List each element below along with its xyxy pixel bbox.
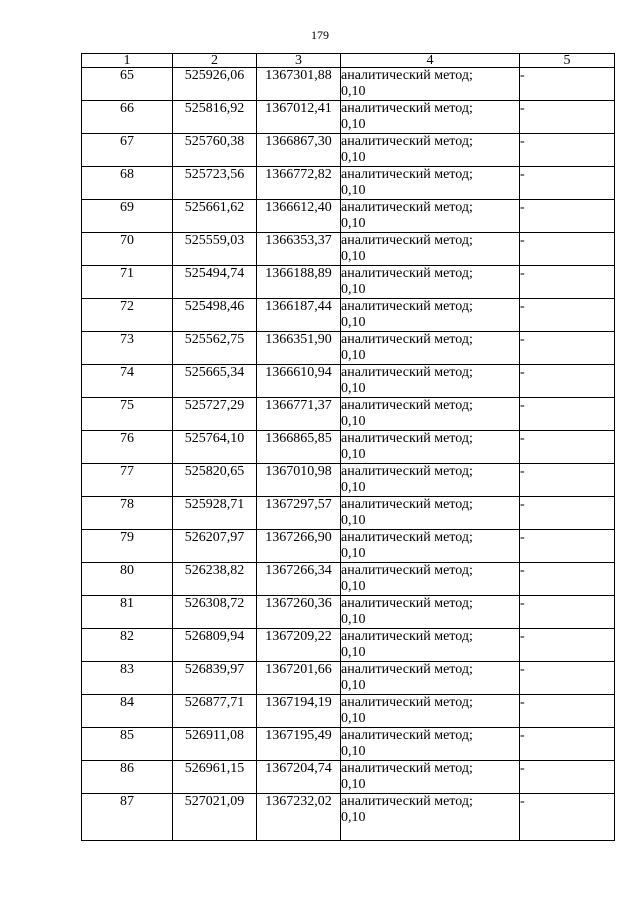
point-number-cell: 83 <box>82 662 173 695</box>
method-text: аналитический метод; <box>341 233 473 248</box>
method-cell <box>341 464 520 497</box>
method-text: аналитический метод; <box>341 563 473 578</box>
column-header-2: 2 <box>173 54 257 68</box>
method-text: аналитический метод; <box>341 728 473 743</box>
x-coordinate-cell: 525723,56 <box>173 167 257 200</box>
method-text: аналитический метод; <box>341 695 473 710</box>
method-cell <box>341 629 520 662</box>
accuracy-text: 0,10 <box>341 282 366 297</box>
x-coordinate-cell: 525559,03 <box>173 233 257 266</box>
accuracy-text: 0,10 <box>341 645 366 660</box>
page-number: 179 <box>311 28 329 42</box>
accuracy-text: 0,10 <box>341 546 366 561</box>
note-cell: - <box>520 266 615 299</box>
method-cell <box>341 794 520 841</box>
method-cell <box>341 761 520 794</box>
note-cell: - <box>520 134 615 167</box>
accuracy-text: 0,10 <box>341 183 366 198</box>
table-row <box>82 134 615 167</box>
table-row <box>82 629 615 662</box>
note-cell: - <box>520 794 615 841</box>
y-coordinate-cell: 1367209,22 <box>257 629 341 662</box>
point-number-cell: 74 <box>82 365 173 398</box>
method-text: аналитический метод; <box>341 629 473 644</box>
y-coordinate-cell: 1366351,90 <box>257 332 341 365</box>
x-coordinate-cell: 525928,71 <box>173 497 257 530</box>
x-coordinate-cell: 525820,65 <box>173 464 257 497</box>
y-coordinate-cell: 1367201,66 <box>257 662 341 695</box>
point-number-cell: 86 <box>82 761 173 794</box>
note-cell: - <box>520 200 615 233</box>
column-header-1: 1 <box>82 54 173 68</box>
x-coordinate-cell: 525562,75 <box>173 332 257 365</box>
method-text: аналитический метод; <box>341 167 473 182</box>
x-coordinate-cell: 526911,08 <box>173 728 257 761</box>
method-cell <box>341 563 520 596</box>
accuracy-text: 0,10 <box>341 777 366 792</box>
note-cell: - <box>520 398 615 431</box>
y-coordinate-cell: 1366612,40 <box>257 200 341 233</box>
table-row <box>82 167 615 200</box>
x-coordinate-cell: 526809,94 <box>173 629 257 662</box>
note-cell: - <box>520 68 615 101</box>
accuracy-text: 0,10 <box>341 513 366 528</box>
note-cell: - <box>520 662 615 695</box>
table-row <box>82 200 615 233</box>
point-number-cell: 85 <box>82 728 173 761</box>
method-cell <box>341 233 520 266</box>
point-number-cell: 87 <box>82 794 173 841</box>
point-number-cell: 73 <box>82 332 173 365</box>
y-coordinate-cell: 1366187,44 <box>257 299 341 332</box>
note-cell: - <box>520 629 615 662</box>
point-number-cell: 81 <box>82 596 173 629</box>
note-cell: - <box>520 761 615 794</box>
table-body <box>82 68 615 841</box>
y-coordinate-cell: 1367204,74 <box>257 761 341 794</box>
table-row <box>82 299 615 332</box>
method-cell <box>341 662 520 695</box>
y-coordinate-cell: 1366188,89 <box>257 266 341 299</box>
point-number-cell: 75 <box>82 398 173 431</box>
y-coordinate-cell: 1367260,36 <box>257 596 341 629</box>
note-cell: - <box>520 497 615 530</box>
method-cell <box>341 134 520 167</box>
table-row <box>82 761 615 794</box>
point-number-cell: 78 <box>82 497 173 530</box>
y-coordinate-cell: 1367232,02 <box>257 794 341 841</box>
accuracy-text: 0,10 <box>341 414 366 429</box>
accuracy-text: 0,10 <box>341 480 366 495</box>
table-row <box>82 365 615 398</box>
point-number-cell: 80 <box>82 563 173 596</box>
method-text: аналитический метод; <box>341 365 473 380</box>
point-number-cell: 76 <box>82 431 173 464</box>
point-number-cell: 68 <box>82 167 173 200</box>
y-coordinate-cell: 1366867,30 <box>257 134 341 167</box>
x-coordinate-cell: 526238,82 <box>173 563 257 596</box>
y-coordinate-cell: 1367012,41 <box>257 101 341 134</box>
table-header-row <box>82 54 615 68</box>
x-coordinate-cell: 525760,38 <box>173 134 257 167</box>
y-coordinate-cell: 1366353,37 <box>257 233 341 266</box>
accuracy-text: 0,10 <box>341 447 366 462</box>
note-cell: - <box>520 596 615 629</box>
method-text: аналитический метод; <box>341 464 473 479</box>
method-cell <box>341 266 520 299</box>
x-coordinate-cell: 525764,10 <box>173 431 257 464</box>
x-coordinate-cell: 525498,46 <box>173 299 257 332</box>
point-number-cell: 72 <box>82 299 173 332</box>
note-cell: - <box>520 233 615 266</box>
method-cell <box>341 299 520 332</box>
method-cell <box>341 596 520 629</box>
x-coordinate-cell: 525494,74 <box>173 266 257 299</box>
method-text: аналитический метод; <box>341 662 473 677</box>
y-coordinate-cell: 1367194,19 <box>257 695 341 728</box>
column-header-4: 4 <box>341 54 520 68</box>
y-coordinate-cell: 1366610,94 <box>257 365 341 398</box>
table-row <box>82 398 615 431</box>
method-cell <box>341 68 520 101</box>
point-number-cell: 84 <box>82 695 173 728</box>
y-coordinate-cell: 1367266,90 <box>257 530 341 563</box>
note-cell: - <box>520 530 615 563</box>
table-row <box>82 794 615 841</box>
table-row <box>82 563 615 596</box>
table-row <box>82 464 615 497</box>
y-coordinate-cell: 1367301,88 <box>257 68 341 101</box>
column-header-5: 5 <box>520 54 615 68</box>
table-row <box>82 497 615 530</box>
y-coordinate-cell: 1367266,34 <box>257 563 341 596</box>
method-text: аналитический метод; <box>341 101 473 116</box>
accuracy-text: 0,10 <box>341 711 366 726</box>
note-cell: - <box>520 695 615 728</box>
method-cell <box>341 728 520 761</box>
accuracy-text: 0,10 <box>341 381 366 396</box>
method-cell <box>341 695 520 728</box>
table-row <box>82 101 615 134</box>
x-coordinate-cell: 526877,71 <box>173 695 257 728</box>
accuracy-text: 0,10 <box>341 744 366 759</box>
method-text: аналитический метод; <box>341 200 473 215</box>
x-coordinate-cell: 525665,34 <box>173 365 257 398</box>
method-cell <box>341 530 520 563</box>
method-cell <box>341 398 520 431</box>
method-cell <box>341 167 520 200</box>
method-text: аналитический метод; <box>341 332 473 347</box>
point-number-cell: 67 <box>82 134 173 167</box>
y-coordinate-cell: 1366772,82 <box>257 167 341 200</box>
x-coordinate-cell: 525661,62 <box>173 200 257 233</box>
x-coordinate-cell: 526207,97 <box>173 530 257 563</box>
x-coordinate-cell: 526308,72 <box>173 596 257 629</box>
note-cell: - <box>520 167 615 200</box>
note-cell: - <box>520 431 615 464</box>
method-cell <box>341 365 520 398</box>
x-coordinate-cell: 526839,97 <box>173 662 257 695</box>
accuracy-text: 0,10 <box>341 678 366 693</box>
x-coordinate-cell: 525816,92 <box>173 101 257 134</box>
x-coordinate-cell: 525926,06 <box>173 68 257 101</box>
method-cell <box>341 200 520 233</box>
method-text: аналитический метод; <box>341 761 473 776</box>
accuracy-text: 0,10 <box>341 249 366 264</box>
note-cell: - <box>520 365 615 398</box>
table-row <box>82 530 615 563</box>
table-row <box>82 332 615 365</box>
note-cell: - <box>520 332 615 365</box>
table-row <box>82 695 615 728</box>
method-text: аналитический метод; <box>341 596 473 611</box>
method-cell <box>341 332 520 365</box>
accuracy-text: 0,10 <box>341 579 366 594</box>
method-text: аналитический метод; <box>341 299 473 314</box>
note-cell: - <box>520 563 615 596</box>
column-header-3: 3 <box>257 54 341 68</box>
accuracy-text: 0,10 <box>341 810 366 825</box>
method-text: аналитический метод; <box>341 398 473 413</box>
note-cell: - <box>520 101 615 134</box>
y-coordinate-cell: 1367297,57 <box>257 497 341 530</box>
table-row <box>82 662 615 695</box>
y-coordinate-cell: 1367010,98 <box>257 464 341 497</box>
method-cell <box>341 101 520 134</box>
method-cell <box>341 431 520 464</box>
y-coordinate-cell: 1366771,37 <box>257 398 341 431</box>
table-row <box>82 266 615 299</box>
point-number-cell: 66 <box>82 101 173 134</box>
table-row <box>82 68 615 101</box>
method-text: аналитический метод; <box>341 134 473 149</box>
method-text: аналитический метод; <box>341 497 473 512</box>
note-cell: - <box>520 728 615 761</box>
accuracy-text: 0,10 <box>341 84 366 99</box>
point-number-cell: 79 <box>82 530 173 563</box>
point-number-cell: 77 <box>82 464 173 497</box>
table-row <box>82 728 615 761</box>
coordinates-table <box>81 53 615 841</box>
y-coordinate-cell: 1366865,85 <box>257 431 341 464</box>
table-row <box>82 233 615 266</box>
note-cell: - <box>520 299 615 332</box>
method-text: аналитический метод; <box>341 794 473 809</box>
table-row <box>82 596 615 629</box>
method-text: аналитический метод; <box>341 266 473 281</box>
point-number-cell: 65 <box>82 68 173 101</box>
accuracy-text: 0,10 <box>341 315 366 330</box>
x-coordinate-cell: 527021,09 <box>173 794 257 841</box>
method-cell <box>341 497 520 530</box>
note-cell: - <box>520 464 615 497</box>
method-text: аналитический метод; <box>341 68 473 83</box>
method-text: аналитический метод; <box>341 431 473 446</box>
accuracy-text: 0,10 <box>341 216 366 231</box>
y-coordinate-cell: 1367195,49 <box>257 728 341 761</box>
point-number-cell: 69 <box>82 200 173 233</box>
x-coordinate-cell: 526961,15 <box>173 761 257 794</box>
accuracy-text: 0,10 <box>341 150 366 165</box>
x-coordinate-cell: 525727,29 <box>173 398 257 431</box>
point-number-cell: 82 <box>82 629 173 662</box>
point-number-cell: 70 <box>82 233 173 266</box>
accuracy-text: 0,10 <box>341 348 366 363</box>
point-number-cell: 71 <box>82 266 173 299</box>
method-text: аналитический метод; <box>341 530 473 545</box>
accuracy-text: 0,10 <box>341 117 366 132</box>
accuracy-text: 0,10 <box>341 612 366 627</box>
table-row <box>82 431 615 464</box>
